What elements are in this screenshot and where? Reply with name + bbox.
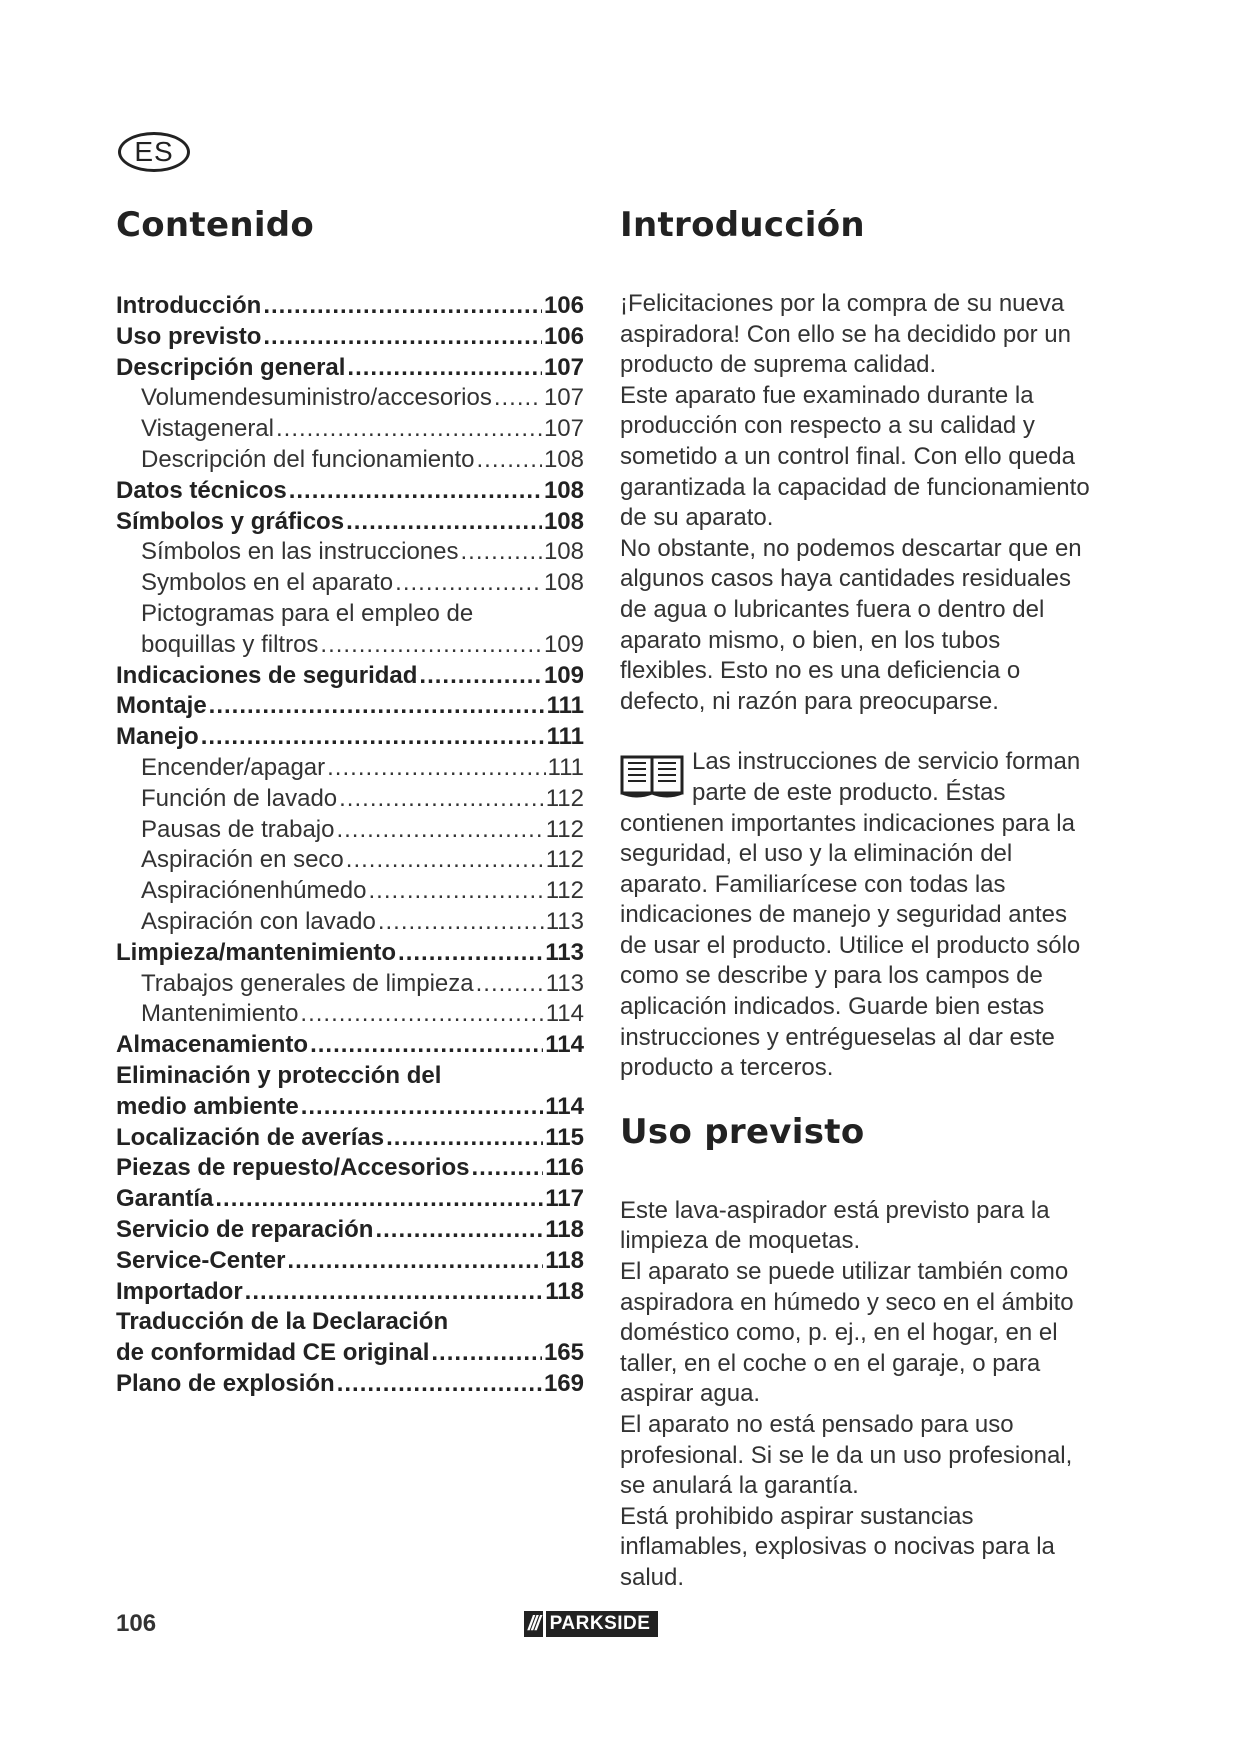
leader-dots — [346, 507, 542, 538]
toc-entry-label: Función de lavado — [141, 784, 338, 812]
introduction-column — [620, 205, 1090, 1594]
toc-entry — [116, 476, 584, 507]
leader-dots — [368, 876, 543, 907]
toc-entry-page: 108 — [543, 476, 584, 504]
leader-dots — [263, 322, 542, 353]
toc-entry-label: Service-Center — [116, 1246, 286, 1274]
toc-entry-label: Almacenamiento — [116, 1031, 309, 1059]
leader-dots — [215, 1184, 543, 1215]
toc-entry-label: Symbolos en el aparato — [141, 569, 394, 597]
toc-entry — [116, 599, 584, 661]
leader-dots — [471, 1153, 543, 1184]
contents-title: Contenido — [116, 205, 315, 245]
toc-entry — [116, 383, 584, 414]
toc-entry — [116, 784, 584, 815]
toc-entry — [116, 691, 584, 722]
toc-entry-label: Piezas de repuesto/Accesorios — [116, 1154, 470, 1182]
toc-entry-page: 114 — [545, 1092, 584, 1120]
toc-entry-page: 112 — [545, 877, 584, 905]
toc-entry — [116, 999, 584, 1030]
toc-entry-label: Trabajos generales de limpieza — [141, 969, 474, 997]
leader-dots — [339, 784, 544, 815]
toc-entry — [116, 1246, 584, 1277]
leader-dots — [245, 1277, 544, 1308]
toc-entry-page: 114 — [545, 1000, 584, 1028]
leader-dots — [301, 1092, 544, 1123]
brand-mark: /// — [524, 1611, 543, 1637]
toc-entry-label: Datos técnicos — [116, 476, 287, 504]
leader-dots — [327, 753, 545, 784]
toc-entry-page: 108 — [543, 569, 584, 597]
toc-entry — [116, 568, 584, 599]
toc-entry — [116, 876, 584, 907]
toc-entry-page: 107 — [543, 384, 584, 412]
toc-entry-label: medio ambiente — [116, 1092, 299, 1120]
toc-entry-label: Descripción general — [116, 353, 346, 381]
toc-entry-page: 165 — [543, 1339, 584, 1367]
leader-dots — [398, 938, 543, 969]
introduction-text — [620, 289, 1090, 717]
leader-dots — [336, 815, 543, 846]
toc-entry-page: 108 — [543, 507, 584, 535]
introduction-paragraph: Este aparato fue examinado durante la producción con respecto a su calidad y sometido a un control final. Con ello queda garantizada la capacidad de funcionamiento de su aparato. — [620, 381, 1090, 532]
toc-entry-label: Eliminación y protección del — [116, 1061, 442, 1089]
page-number: 106 — [116, 1610, 157, 1637]
leader-dots — [347, 353, 542, 384]
toc-entry-label: Importador — [116, 1277, 243, 1305]
toc-entry-label: Aspiración en seco — [141, 846, 344, 874]
toc-entry-page: 112 — [545, 815, 584, 843]
contents-column — [116, 205, 584, 1400]
toc-entry — [116, 753, 584, 784]
leader-dots — [337, 1369, 542, 1400]
toc-entry — [116, 1307, 584, 1369]
toc-entry — [116, 661, 584, 692]
toc-entry-label: Indicaciones de seguridad — [116, 661, 418, 689]
toc-entry-page: 106 — [543, 292, 584, 319]
toc-entry-label: Servicio de reparación — [116, 1215, 374, 1243]
toc-entry — [116, 815, 584, 846]
leader-dots — [476, 969, 544, 1000]
leader-dots — [287, 1246, 543, 1277]
toc-entry — [116, 938, 584, 969]
introduction-paragraph: ¡Felicitaciones por la compra de su nueva aspiradora! Con ello se ha decidido por un producto de suprema calidad. — [620, 290, 1071, 379]
toc-entry-label: Montaje — [116, 692, 207, 720]
toc-entry — [116, 537, 584, 568]
toc-entry-label: Pictogramas para el empleo de — [141, 599, 474, 627]
leader-dots — [375, 1215, 543, 1246]
toc-entry — [116, 507, 584, 538]
toc-entry-page: 118 — [545, 1215, 584, 1243]
toc-entry — [116, 1369, 584, 1400]
leader-dots — [494, 383, 542, 414]
leader-dots — [477, 445, 542, 476]
notice-text: Las instrucciones de servicio forman parte de este producto. Éstas contienen importantes indicaciones para la seguridad, el uso y la eliminación del aparato. Familiarícese con todas las indicaciones de manejo y seguridad antes de usar el producto. Utilice el producto sólo como se describe y para los campos de aplicación indicados. Guarde bien estas instrucciones y entrégueselas al dar este producto a terceros. — [620, 748, 1081, 1082]
toc-entry-page: 116 — [545, 1154, 584, 1182]
toc-entry-page: 108 — [543, 445, 584, 473]
leader-dots — [346, 845, 544, 876]
toc-entry — [116, 353, 584, 384]
leader-dots — [419, 661, 542, 692]
introduction-paragraph: No obstante, no podemos descartar que en algunos casos haya cantidades residuales de agua o lubricantes fuera o dentro del aparato mismo, o bien, en los tubos flexibles. Esto no es una deficiencia o defecto, ni razón para preocuparse. — [620, 534, 1082, 715]
toc-entry — [116, 1215, 584, 1246]
brand-name: PARKSIDE — [546, 1611, 659, 1637]
toc-entry-page: 113 — [545, 907, 584, 935]
toc-entry-label: Símbolos y gráficos — [116, 507, 345, 535]
leader-dots — [300, 999, 543, 1030]
toc-entry — [116, 1277, 584, 1308]
leader-dots — [289, 476, 542, 507]
toc-entry — [116, 1030, 584, 1061]
toc-entry-page: 169 — [543, 1369, 584, 1397]
toc-entry — [116, 722, 584, 753]
toc-entry-label: Pausas de trabajo — [141, 815, 335, 843]
toc-entry-label: Manejo — [116, 723, 199, 751]
instructions-notice — [620, 747, 1090, 1084]
toc-entry — [116, 1184, 584, 1215]
toc-entry-label: Descripción del funcionamiento — [141, 445, 475, 473]
toc-entry — [116, 969, 584, 1000]
toc-entry — [116, 1061, 584, 1123]
toc-entry-page: 118 — [545, 1246, 584, 1274]
table-of-contents — [116, 291, 584, 1400]
intended-use-paragraph: Está prohibido aspirar sustancias inflamables, explosivas o nocivas para la salud. — [620, 1502, 1055, 1591]
toc-entry-label: Encender/apagar — [141, 753, 326, 781]
toc-entry-page: 114 — [545, 1031, 584, 1059]
leader-dots — [310, 1030, 543, 1061]
leader-dots — [209, 691, 545, 722]
toc-entry-label: Aspiraciónenhúmedo — [141, 877, 367, 905]
toc-entry — [116, 291, 584, 322]
toc-entry — [116, 445, 584, 476]
toc-entry-page: 113 — [545, 938, 584, 966]
toc-entry-page: 109 — [543, 661, 584, 689]
intended-use-paragraph: Este lava-aspirador está previsto para la limpieza de moquetas. — [620, 1196, 1050, 1255]
toc-entry-page: 115 — [545, 1123, 584, 1151]
toc-entry-label: Introducción — [116, 292, 262, 319]
toc-entry-label: Aspiración con lavado — [141, 907, 376, 935]
leader-dots — [201, 722, 545, 753]
toc-entry-page: 107 — [543, 415, 584, 443]
toc-entry-label: Limpieza/mantenimiento — [116, 938, 397, 966]
toc-entry-label: boquillas y filtros — [141, 630, 319, 658]
toc-entry-label: Plano de explosión — [116, 1369, 335, 1397]
toc-entry-label: Mantenimiento — [141, 1000, 299, 1028]
intended-use-paragraph: El aparato se puede utilizar también como aspiradora en húmedo y seco en el ámbito doméstico como, p. ej., en el hogar, en el taller, en el coche o en el garaje, o para aspirar agua. — [620, 1258, 1074, 1408]
toc-entry-page: 112 — [545, 846, 584, 874]
leader-dots — [320, 630, 542, 661]
toc-entry — [116, 907, 584, 938]
leader-dots — [263, 291, 542, 322]
toc-entry — [116, 414, 584, 445]
leader-dots — [386, 1123, 543, 1154]
intended-use-title: Uso previsto — [620, 1111, 865, 1152]
toc-entry-page: 107 — [543, 353, 584, 381]
leader-dots — [395, 568, 542, 599]
toc-entry-label: Traducción de la Declaración — [116, 1308, 449, 1336]
intended-use-text — [620, 1196, 1090, 1594]
toc-entry-page: 109 — [543, 630, 584, 658]
toc-entry-page: 118 — [545, 1277, 584, 1305]
toc-entry — [116, 322, 584, 353]
toc-entry-page: 112 — [545, 784, 584, 812]
toc-entry-label: Uso previsto — [116, 322, 262, 350]
language-badge: ES — [118, 132, 190, 172]
brand-logo — [524, 1611, 658, 1637]
toc-entry-page: 117 — [545, 1185, 584, 1213]
leader-dots — [431, 1338, 542, 1369]
toc-entry-label: Vistageneral — [141, 415, 274, 443]
open-book-icon — [620, 751, 684, 799]
toc-entry-label: Símbolos en las instrucciones — [141, 538, 459, 566]
toc-entry-page: 111 — [546, 723, 584, 751]
toc-entry-page: 111 — [547, 753, 584, 781]
toc-entry-label: Garantía — [116, 1185, 214, 1213]
intended-use-paragraph: El aparato no está pensado para uso profesional. Si se le da un uso profesional, se anulará la garantía. — [620, 1411, 1073, 1500]
leader-dots — [378, 907, 544, 938]
toc-entry-page: 113 — [545, 969, 584, 997]
toc-entry — [116, 845, 584, 876]
leader-dots — [460, 537, 541, 568]
toc-entry — [116, 1153, 584, 1184]
toc-entry-page: 111 — [546, 692, 584, 720]
toc-entry-page: 106 — [543, 322, 584, 350]
introduction-title: Introducción — [620, 205, 865, 245]
toc-entry-label: Volumendesuministro/accesorios — [141, 384, 492, 412]
toc-entry-label: Localización de averías — [116, 1123, 385, 1151]
toc-entry-label: de conformidad CE original — [116, 1339, 430, 1367]
leader-dots — [276, 414, 542, 445]
toc-entry-page: 108 — [543, 538, 584, 566]
toc-entry — [116, 1123, 584, 1154]
